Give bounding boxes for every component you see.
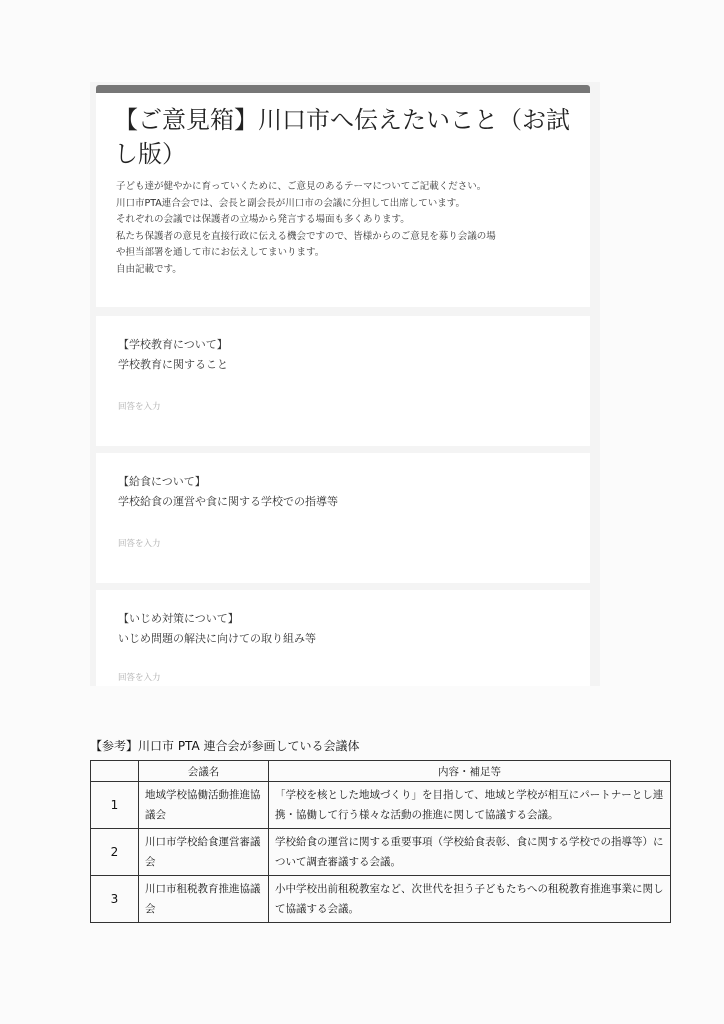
row-number: 1	[91, 782, 139, 829]
meeting-content: 学校給食の運営に関する重要事項（学校給食表彰、食に関する学校での指導等）について調査審議する会議。	[269, 829, 671, 876]
reference-table	[90, 760, 671, 923]
row-number: 3	[91, 876, 139, 923]
form-title: 【ご意見箱】川口市へ伝えたいこと（お試し版）	[114, 106, 570, 168]
answer-input[interactable]: 回答を入力	[118, 402, 161, 412]
header-cell-content: 内容・補足等	[269, 761, 671, 782]
table-row	[91, 782, 671, 829]
question-title: 【給食について】	[118, 475, 206, 488]
reference-title: 【参考】川口市 PTA 連合会が参画している会議体	[90, 739, 360, 753]
table-row	[91, 876, 671, 923]
question-card-bullying	[96, 590, 590, 686]
meeting-name: 川口市租税教育推進協議会	[139, 876, 269, 923]
description-line: 自由記載です。	[116, 263, 182, 275]
table-header-row	[91, 761, 671, 782]
question-card-school-lunch	[96, 453, 590, 583]
answer-input[interactable]: 回答を入力	[118, 673, 161, 683]
description-line: それぞれの会議では保護者の立場から発言する場面も多くあります。	[116, 214, 410, 226]
question-description: 学校教育に関すること	[118, 358, 228, 371]
question-description: いじめ問題の解決に向けての取り組み等	[118, 632, 316, 645]
table-row	[91, 829, 671, 876]
meeting-content: 小中学校出前租税教室など、次世代を担う子どもたちへの租税教育推進事業に関して協議する会議。	[269, 876, 671, 923]
question-card-school-education	[96, 316, 590, 446]
row-number: 2	[91, 829, 139, 876]
question-title: 【いじめ対策について】	[118, 612, 239, 625]
question-title: 【学校教育について】	[118, 338, 228, 351]
form-title-card	[96, 93, 590, 307]
description-line: 私たち保護者の意見を直接行政に伝える機会ですので、皆様からのご意見を募り会議の場	[116, 230, 496, 242]
question-description: 学校給食の運営や食に関する学校での指導等	[118, 495, 338, 508]
meeting-name: 川口市学校給食運営審議会	[139, 829, 269, 876]
description-line: や担当部署を通して市にお伝えしてまいります。	[116, 247, 325, 259]
meeting-name: 地域学校協働活動推進協議会	[139, 782, 269, 829]
header-cell-name: 会議名	[139, 761, 269, 782]
form-header-bar	[96, 85, 590, 93]
header-cell-number	[91, 761, 139, 782]
description-line: 子ども達が健やかに育っていくために、ご意見のあるテーマについてご記載ください。	[116, 181, 487, 192]
form-description	[116, 179, 586, 279]
answer-input[interactable]: 回答を入力	[118, 539, 161, 549]
meeting-content: 「学校を核とした地域づくり」を目指して、地域と学校が相互にパートナーとし連携・協働して行う様々な活動の推進に関して協議する会議。	[269, 782, 671, 829]
description-line: 川口市PTA連合会では、会長と副会長が川口市の会議に分担して出席しています。	[116, 197, 466, 209]
